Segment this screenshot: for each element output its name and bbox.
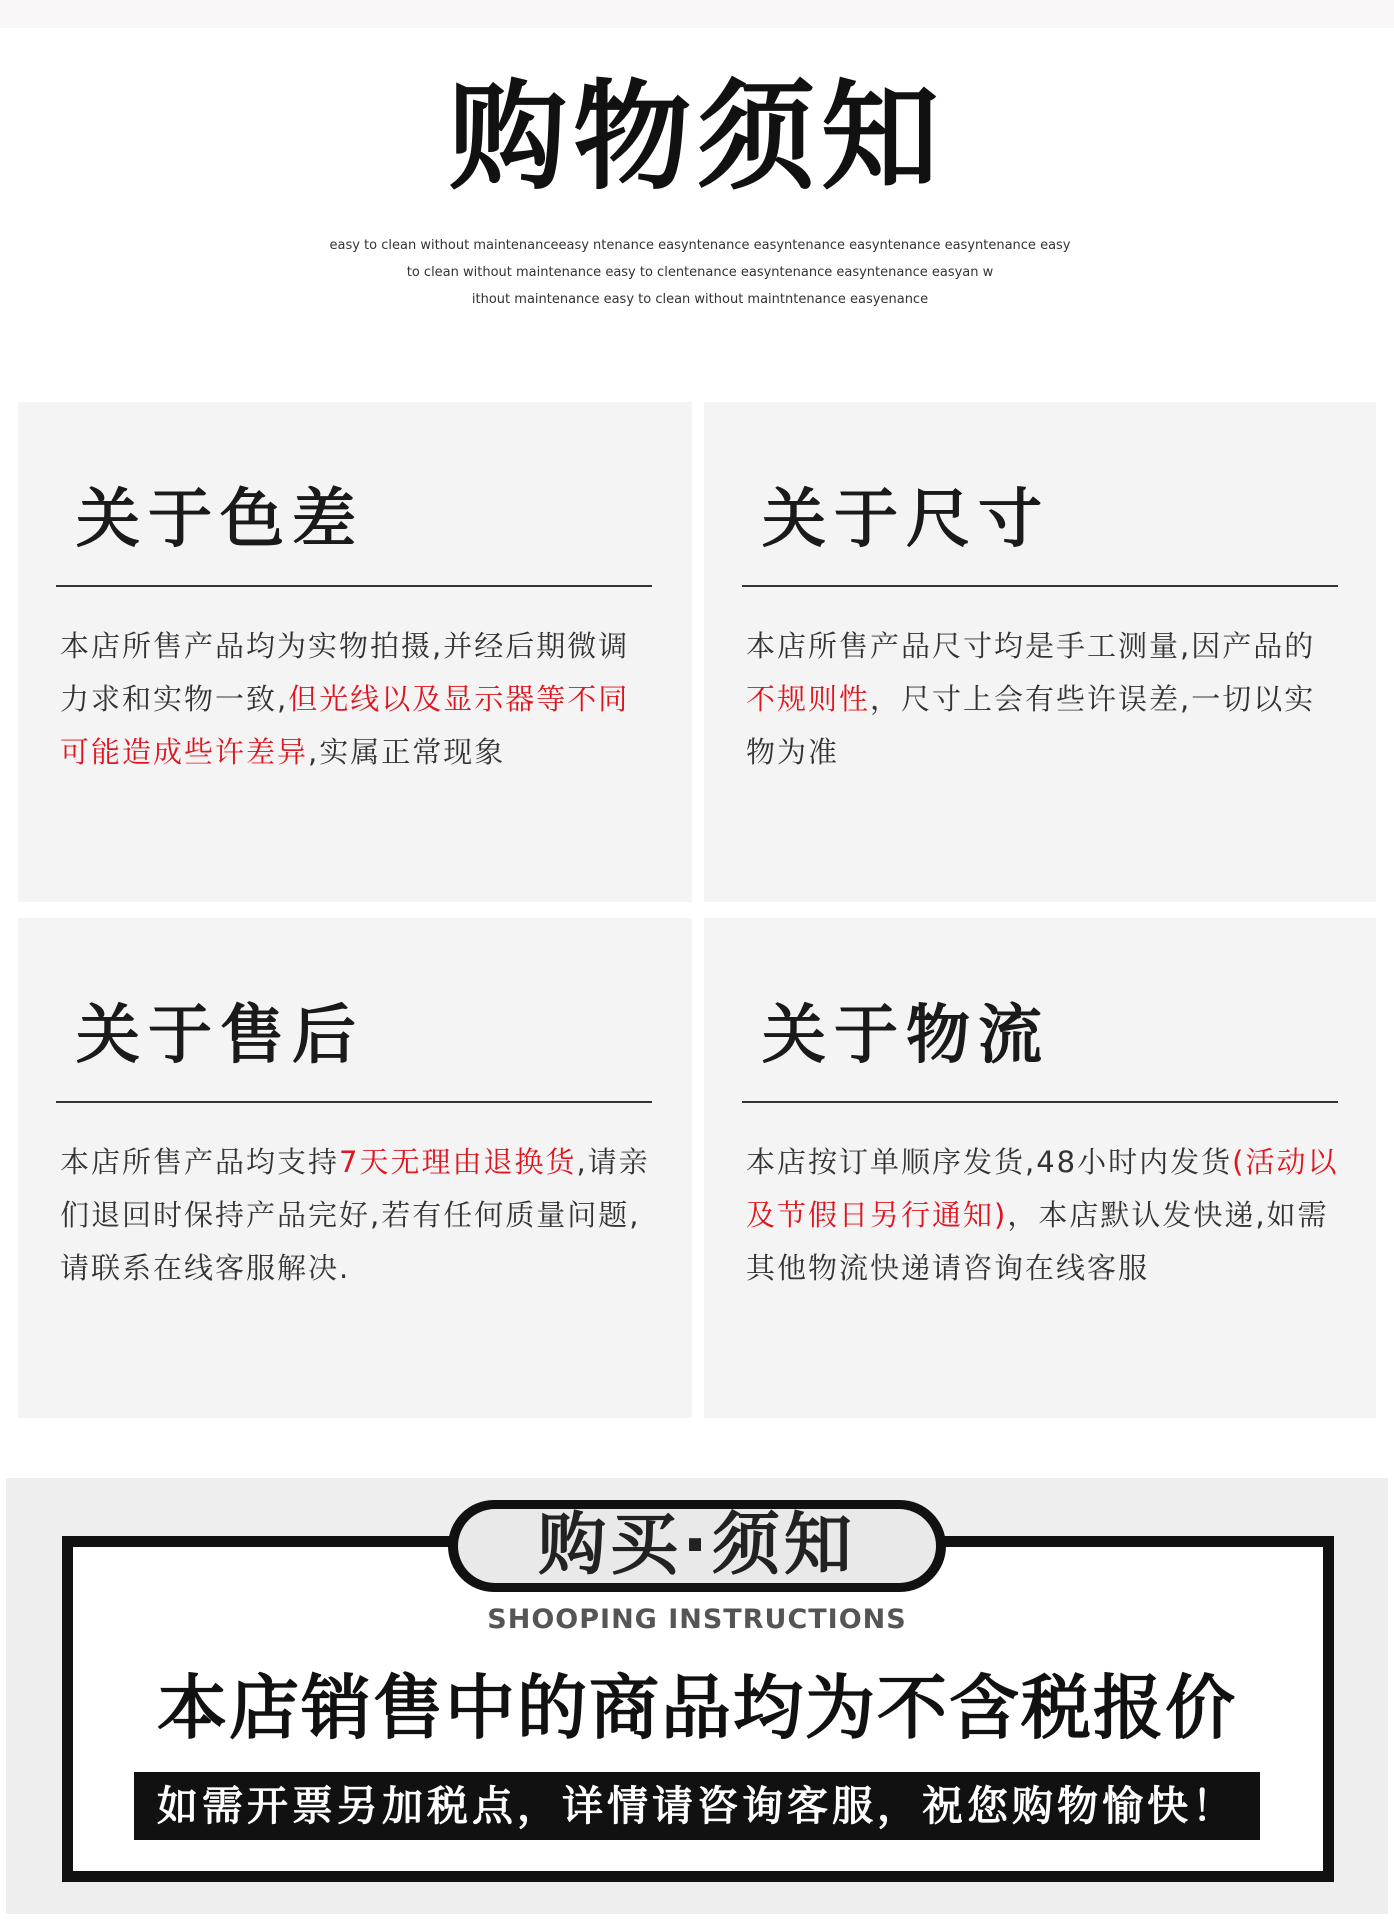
notice-headline: 本店销售中的商品均为不含税报价: [157, 1667, 1237, 1749]
subtitle-line: easy to clean without maintenanceeasy ntenance easyntenance easyntenance easyntenance easyntenance easy: [329, 238, 1071, 253]
card-text: 本店所售产品均为实物拍摄,并经后期微调力求和实物一致,: [60, 629, 630, 716]
card-text: 本店所售产品均支持: [60, 1145, 340, 1179]
notice-english-subtitle: SHOOPING INSTRUCTIONS: [487, 1604, 907, 1635]
card-text-emphasis: (活动以及节假日另行通知): [746, 1145, 1339, 1232]
subtitle-line: to clean without maintenance easy to clentenance easyntenance easyntenance easyan w: [406, 265, 994, 280]
card-heading: 关于色差: [76, 483, 364, 557]
card-color-difference: [18, 402, 692, 902]
card-text: 本店按订单顺序发货,48小时内发货: [746, 1145, 1233, 1179]
card-after-sales: [18, 918, 692, 1418]
subtitle-text: [290, 232, 1110, 313]
card-body: [746, 620, 1346, 779]
card-text: 本店所售产品尺寸均是手工测量,因产品的: [746, 629, 1316, 663]
card-text: ，尺寸上会有些许误差,一切以实物为准: [746, 682, 1316, 769]
notice-badge-label: 购买·须知: [458, 1509, 936, 1583]
card-text: ，本店默认发快递,如需其他物流快递请咨询在线客服: [746, 1198, 1329, 1285]
card-body: [60, 620, 660, 779]
card-heading: 关于售后: [76, 999, 364, 1073]
notice-banner: 如需开票另加税点，详情请咨询客服，祝您购物愉快！: [134, 1772, 1260, 1840]
subtitle-line: ithout maintenance easy to clean without maintntenance easyenance: [471, 292, 929, 307]
card-heading: 关于物流: [762, 999, 1050, 1073]
card-body: [746, 1136, 1346, 1295]
card-heading: 关于尺寸: [762, 483, 1050, 557]
card-text: ,请亲们退回时保持产品完好,若有任何质量问题,请联系在线客服解决.: [60, 1145, 650, 1285]
top-strip: [0, 0, 1394, 28]
card-size: [704, 402, 1376, 902]
card-divider: [56, 1101, 652, 1103]
notice-badge: [448, 1500, 946, 1592]
card-logistics: [704, 918, 1376, 1418]
page-title: 购物须知: [448, 68, 945, 206]
card-text-emphasis: 不规则性: [746, 682, 871, 716]
card-text: ,实属正常现象: [308, 735, 506, 769]
card-divider: [56, 585, 652, 587]
card-text-emphasis: 但光线以及显示器等不同可能造成些许差异: [60, 682, 630, 769]
card-divider: [742, 1101, 1338, 1103]
card-divider: [742, 585, 1338, 587]
card-body: [60, 1136, 660, 1295]
card-text-emphasis: 7天无理由退换货: [339, 1145, 577, 1179]
